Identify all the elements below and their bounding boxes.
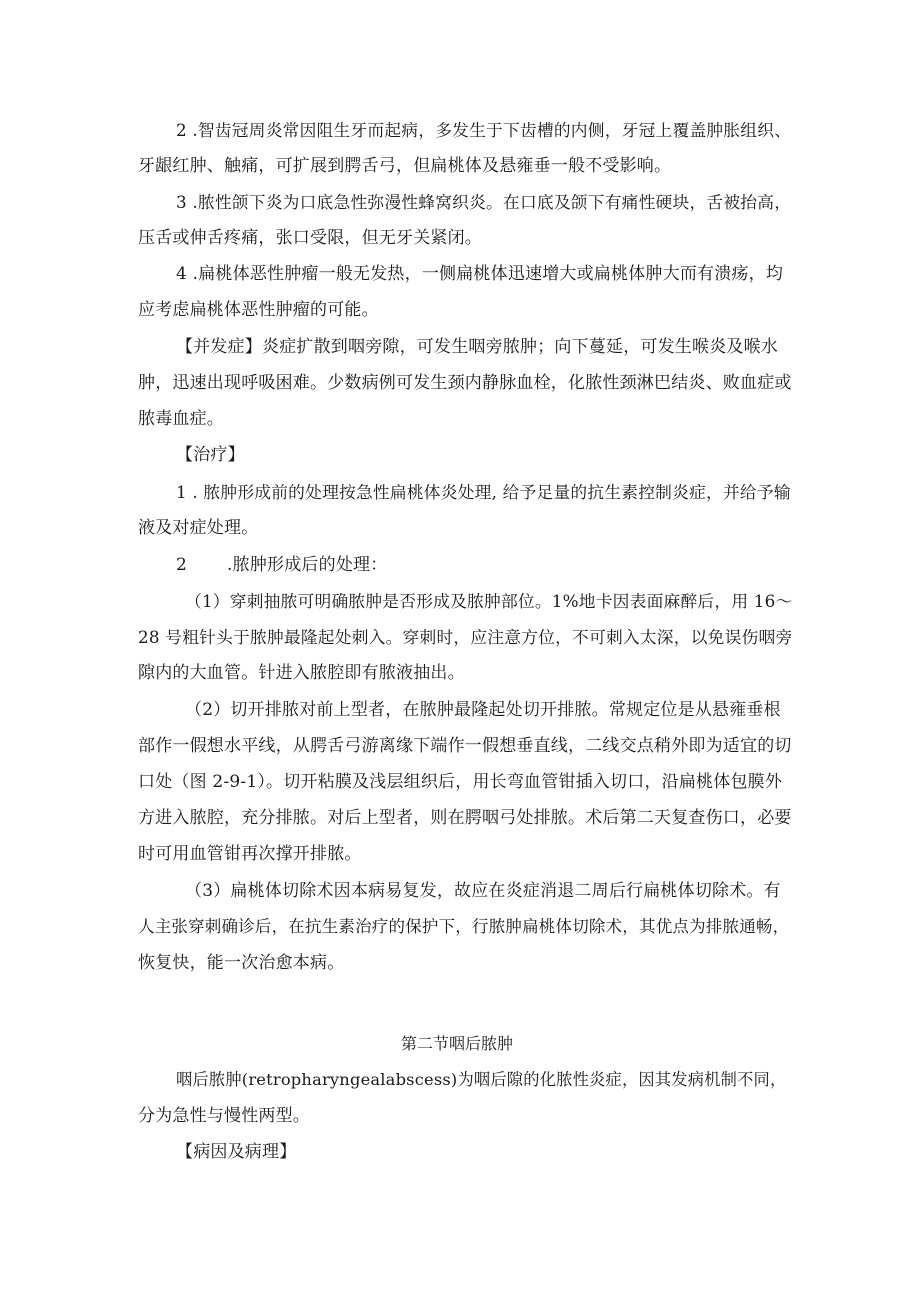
text-line: 3 .脓性颌下炎为口底急性弥漫性蜂窝织炎。在口底及颌下有痛性硬块，舌被抬高， — [176, 192, 792, 212]
text-line: 压舌或伸舌疼痛，张口受限，但无牙关紧闭。 — [138, 228, 482, 248]
text-line: 脓毒血症。 — [138, 409, 224, 429]
text-line: （1）穿刺抽脓可明确脓肿是否形成及脓肿部位。1%地卡因表面麻醉后，用 16～ — [185, 591, 793, 611]
text-line: 口处（图 2-9-1）。切开粘膜及浅层组织后，用长弯血管钳插入切口，沿扁桃体包膜外 — [138, 772, 783, 792]
text-line: 28 号粗针头于脓肿最隆起处刺入。穿刺时，应注意方位，不可刺入太深，以免误伤咽旁 — [138, 627, 793, 647]
text-line: 隙内的大血管。针进入脓腔即有脓液抽出。 — [138, 663, 465, 683]
text-line: （2）切开排脓对前上型者，在脓肿最隆起处切开排脓。常规定位是从悬雍垂根 — [185, 700, 781, 720]
text-line: 【治疗】 — [176, 445, 245, 465]
text-line: （3）扁桃体切除术因本病易复发，故应在炎症消退二周后行扁桃体切除术。有 — [185, 881, 781, 901]
text-line: 方进入脓腔，充分排脓。对后上型者，则在腭咽弓处排脓。术后第二天复查伤口，必要 — [138, 808, 792, 828]
text-line: 液及对症处理。 — [138, 518, 259, 538]
text-line: 4 .扁桃体恶性肿瘤一般无发热，一侧扁桃体迅速增大或扁桃体肿大而有溃疡，均 — [176, 264, 784, 284]
text-line: 【并发症】炎症扩散到咽旁隙，可发生咽旁脓肿；向下蔓延，可发生喉炎及喉水 — [176, 337, 778, 357]
text-line: 肿，迅速出现呼吸困难。少数病例可发生颈内静脉血栓，化脓性颈淋巴结炎、败血症或 — [138, 373, 792, 393]
text-line: 【病因及病理】 — [176, 1142, 297, 1162]
text-line: 应考虑扁桃体恶性肿瘤的可能。 — [138, 300, 379, 320]
text-line: 咽后脓肿(retropharyngealabscess)为咽后隙的化脓性炎症，因其发病机制不同， — [176, 1070, 787, 1089]
text-line: 分为急性与慢性两型。 — [138, 1106, 310, 1126]
text-line: 牙龈红肿、触痛，可扩展到腭舌弓，但扁桃体及悬雍垂一般不受影响。 — [138, 156, 672, 176]
text-line: 人主张穿刺确诊后，在抗生素治疗的保护下，行脓肿扁桃体切除术，其优点为排脓通畅， — [138, 917, 790, 936]
section-title: 第二节咽后脓肿 — [401, 1034, 514, 1053]
text-line: 2 .脓肿形成后的处理： — [176, 555, 388, 575]
text-line: 2 .智齿冠周炎常因阻生牙而起病，多发生于下齿槽的内侧，牙冠上覆盖肿胀组织、 — [176, 120, 792, 140]
text-line: 1 . 脓肿形成前的处理按急性扁桃体炎处理, 给予足量的抗生素控制炎症，并给予输 — [176, 482, 791, 502]
text-line: 恢复快，能一次治愈本病。 — [138, 953, 345, 973]
text-line: 部作一假想水平线，从腭舌弓游离缘下端作一假想垂直线，二线交点稍外即为适宜的切 — [138, 736, 792, 756]
text-line: 时可用血管钳再次撑开排脓。 — [138, 844, 362, 864]
